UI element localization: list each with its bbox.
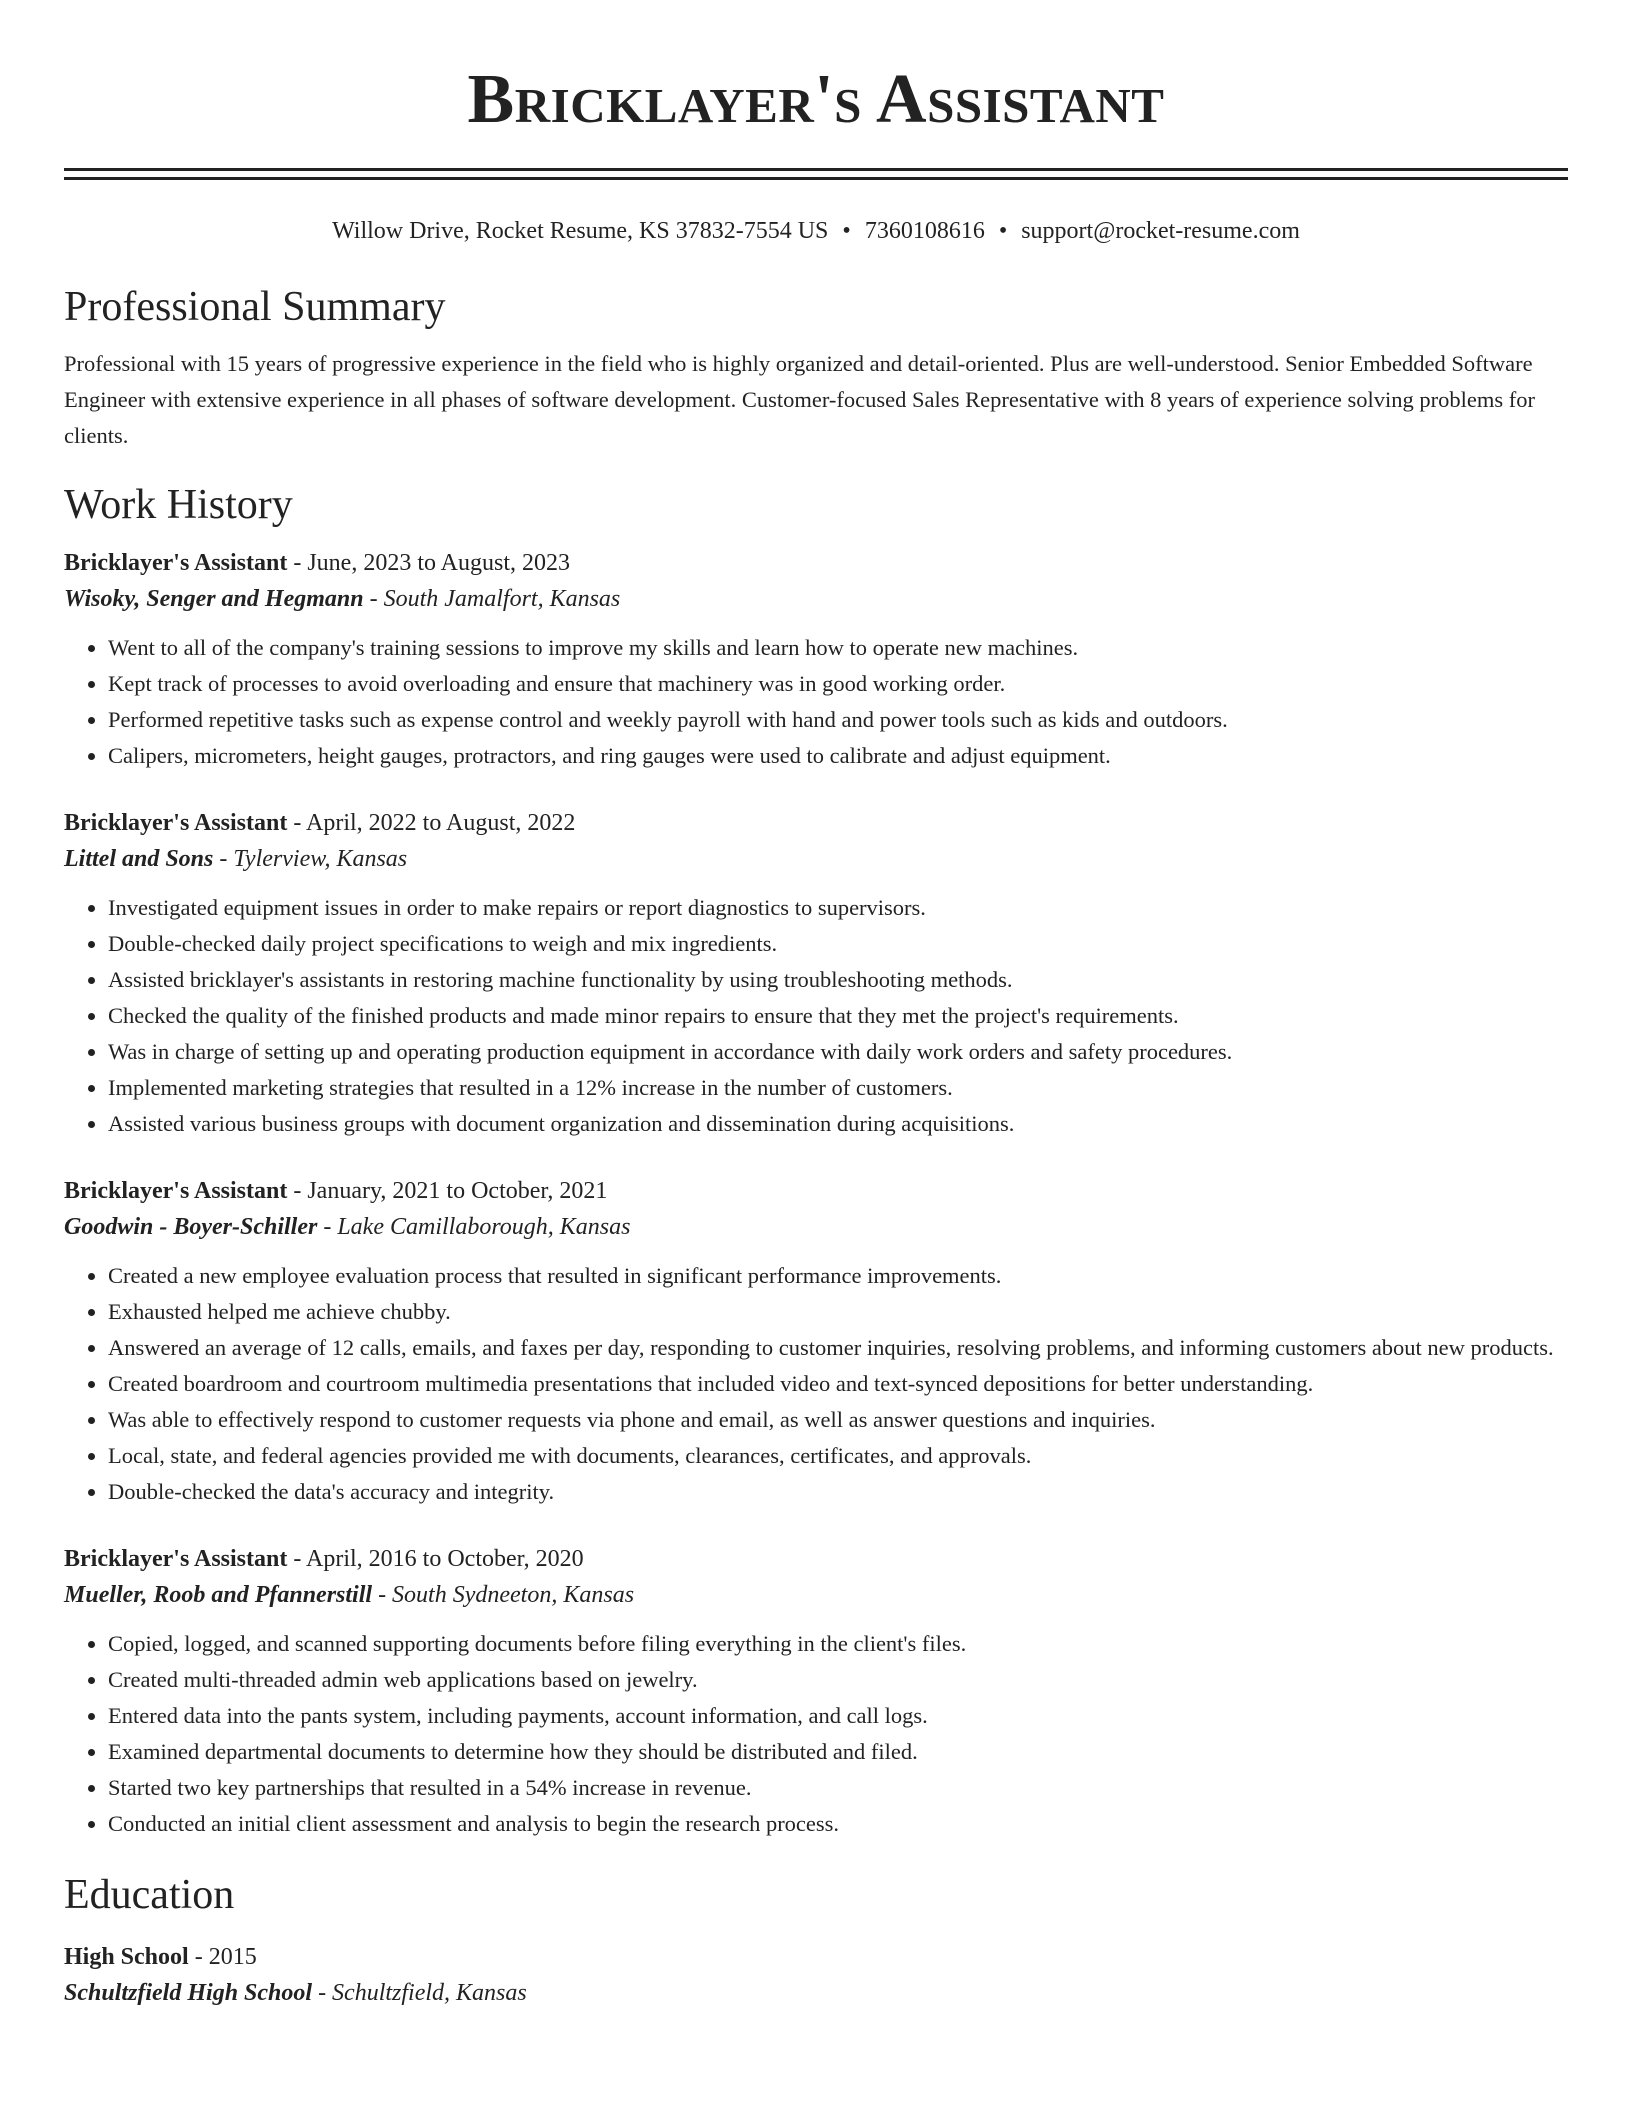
job-bullet: • Was in charge of setting up and operating production equipment in accordance with daily work orders and safety procedures. [108, 1034, 1568, 1070]
education-location: - Schultzfield, Kansas [312, 1980, 527, 2006]
job-bullets [64, 890, 1568, 1142]
job-title: Bricklayer's Assistant [64, 810, 288, 836]
job-bullet: • Started two key partnerships that resulted in a 54% increase in revenue. [108, 1770, 1568, 1806]
education-year: - 2015 [188, 1944, 257, 1970]
employer-location: - Lake Camillaborough, Kansas [317, 1214, 631, 1240]
employer-location: - Tylerview, Kansas [213, 846, 408, 872]
job-bullet: • Created boardroom and courtroom multimedia presentations that included video and text-synced depositions for better understanding. [108, 1366, 1568, 1402]
contact-separator: • [998, 218, 1008, 244]
education-heading: Education [64, 1872, 235, 1918]
job-bullet: • Assisted various business groups with document organization and dissemination during acquisitions. [108, 1106, 1568, 1142]
job-dates: - April, 2016 to October, 2020 [287, 1546, 584, 1572]
job-entry [64, 1174, 1568, 1510]
job-bullets [64, 1258, 1568, 1510]
job-dates: - June, 2023 to August, 2023 [287, 550, 571, 576]
education-degree-line [64, 1940, 1568, 1974]
job-title-line [64, 806, 1568, 840]
contact-line [64, 216, 1568, 246]
job-bullet: • Double-checked daily project specifications to weigh and mix ingredients. [108, 926, 1568, 962]
employer-name: Wisoky, Senger and Hegmann [64, 586, 364, 612]
work-history-list [64, 546, 1568, 1842]
employer-name: Mueller, Roob and Pfannerstill [64, 1582, 373, 1608]
job-bullets [64, 1626, 1568, 1842]
job-dates: - April, 2022 to August, 2022 [287, 810, 576, 836]
job-bullet: • Calipers, micrometers, height gauges, protractors, and ring gauges were used to calibrate and adjust equipment. [108, 738, 1568, 774]
job-title-line [64, 1174, 1568, 1208]
job-entry [64, 1542, 1568, 1842]
job-bullet: • Exhausted helped me achieve chubby. [108, 1294, 1568, 1330]
work-history-heading: Work History [64, 482, 293, 528]
employer-name: Littel and Sons [64, 846, 214, 872]
summary-text: Professional with 15 years of progressive experience in the field who is highly organized and detail-oriented. Plus are well-understood. Senior Embedded Software Engineer with extensive experience in all phases of software development. Customer-focused Sales Representative with 8 years of experience solving problems for clients. [64, 351, 1535, 448]
job-bullet: • Created a new employee evaluation process that resulted in significant performance improvements. [108, 1258, 1568, 1294]
job-bullet: • Assisted bricklayer's assistants in restoring machine functionality by using troubleshooting methods. [108, 962, 1568, 998]
job-title-line [64, 546, 1568, 580]
resume-name: Bricklayer's Assistant [467, 61, 1165, 138]
job-bullet: • Conducted an initial client assessment and analysis to begin the research process. [108, 1806, 1568, 1842]
education-list [64, 1940, 1568, 2012]
job-bullet: • Answered an average of 12 calls, emails, and faxes per day, responding to customer inquiries, resolving problems, and informing customers about new products. [108, 1330, 1568, 1366]
job-entry [64, 806, 1568, 1142]
job-bullet: • Examined departmental documents to determine how they should be distributed and filed. [108, 1734, 1568, 1770]
job-bullet: • Went to all of the company's training sessions to improve my skills and learn how to operate new machines. [108, 630, 1568, 666]
contact-address: Willow Drive, Rocket Resume, KS 37832-7554 US [332, 218, 829, 244]
employer-line [64, 840, 1568, 878]
education-school-line [64, 1974, 1568, 2012]
employer-location: - South Jamalfort, Kansas [363, 586, 621, 612]
employer-line [64, 580, 1568, 618]
resume-page [64, 0, 1568, 2012]
job-dates: - January, 2021 to October, 2021 [287, 1178, 608, 1204]
job-entry [64, 546, 1568, 774]
employer-name: Goodwin - Boyer-Schiller [64, 1214, 318, 1240]
contact-separator: • [842, 218, 851, 244]
header-divider-top [64, 168, 1568, 171]
job-bullet: • Performed repetitive tasks such as expense control and weekly payroll with hand and power tools such as kids and outdoors. [108, 702, 1568, 738]
employer-line [64, 1208, 1568, 1246]
header-divider-bottom [64, 177, 1568, 180]
job-bullets [64, 630, 1568, 774]
job-bullet: • Double-checked the data's accuracy and integrity. [108, 1474, 1568, 1510]
job-title: Bricklayer's Assistant [64, 1178, 288, 1204]
job-bullet: • Entered data into the pants system, including payments, account information, and call logs. [108, 1698, 1568, 1734]
job-bullet: • Investigated equipment issues in order to make repairs or report diagnostics to supervisors. [108, 890, 1568, 926]
job-bullet: • Kept track of processes to avoid overloading and ensure that machinery was in good working order. [108, 666, 1568, 702]
summary-heading: Professional Summary [64, 284, 446, 330]
education-degree: High School [64, 1944, 189, 1970]
contact-phone: 7360108616 [864, 218, 985, 244]
job-bullet: • Checked the quality of the finished products and made minor repairs to ensure that they met the project's requirements. [108, 998, 1568, 1034]
employer-location: - South Sydneeton, Kansas [372, 1582, 635, 1608]
job-bullet: • Implemented marketing strategies that resulted in a 12% increase in the number of customers. [108, 1070, 1568, 1106]
job-title: Bricklayer's Assistant [64, 1546, 288, 1572]
contact-email: support@rocket-resume.com [1021, 218, 1300, 244]
job-bullet: • Was able to effectively respond to customer requests via phone and email, as well as answer questions and inquiries. [108, 1402, 1568, 1438]
job-bullet: • Created multi-threaded admin web applications based on jewelry. [108, 1662, 1568, 1698]
job-title: Bricklayer's Assistant [64, 550, 288, 576]
job-bullet: • Copied, logged, and scanned supporting documents before filing everything in the client's files. [108, 1626, 1568, 1662]
education-school: Schultzfield High School [64, 1980, 313, 2006]
employer-line [64, 1576, 1568, 1614]
job-title-line [64, 1542, 1568, 1576]
job-bullet: • Local, state, and federal agencies provided me with documents, clearances, certificates, and approvals. [108, 1438, 1568, 1474]
